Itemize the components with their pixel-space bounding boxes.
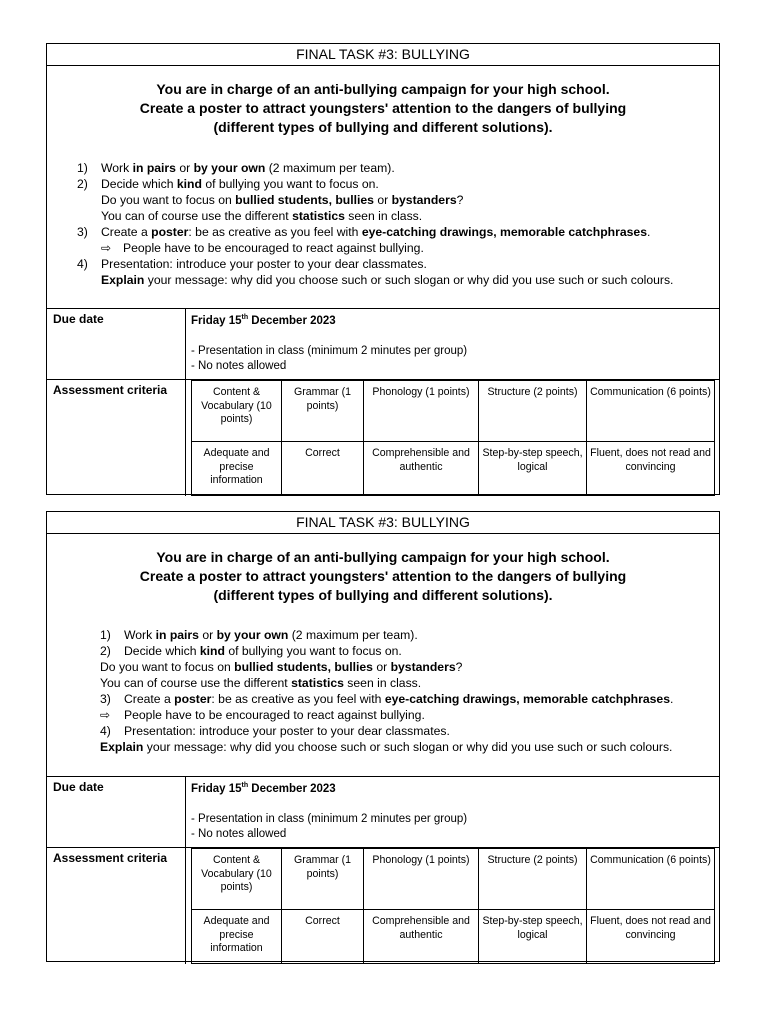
column-divider bbox=[185, 777, 186, 847]
criterion-description: Adequate and precise information bbox=[192, 442, 282, 496]
criterion-description: Comprehensible and authentic bbox=[364, 910, 479, 964]
assessment-criteria-row bbox=[47, 848, 719, 964]
assessment-criteria-label: Assessment criteria bbox=[53, 383, 168, 397]
due-date-row bbox=[47, 309, 719, 380]
task-body: You are in charge of an anti-bullying campaign for your high school. Create a poster to attract youngsters' attention to the dangers of bullying (different types of bullying and different solutions). 1) Work in pairs or by your own (2 maximum per team). 2) Decide which kind of bullying you want to focus on. Do you want to focus on bullied students, bullies or bystanders? You can of course use the different statistics seen in class. 3) Create a poster: be as creative as you feel with eye-catching drawings, memorable catchphrases. ⇨ People have to be encouraged to react against bullying. 4) Presentation: introduce your poster to your dear classmates. Explain your message: why did you choose such or such slogan or why did you use such or such colours. bbox=[47, 534, 719, 777]
due-note: - Presentation in class (minimum 2 minutes per group) bbox=[191, 812, 468, 825]
heading-line-1: You are in charge of an anti-bullying campaign for your high school. bbox=[156, 549, 610, 565]
task-title: FINAL TASK #3: BULLYING bbox=[47, 512, 719, 534]
criterion-name: Content & Vocabulary (10 points) bbox=[192, 381, 282, 442]
due-note: - No notes allowed bbox=[191, 359, 287, 372]
instruction-number: 1) bbox=[77, 161, 88, 175]
instruction-number: 4) bbox=[77, 257, 88, 271]
criterion-description: Comprehensible and authentic bbox=[364, 442, 479, 496]
heading-line-1: You are in charge of an anti-bullying campaign for your high school. bbox=[156, 81, 610, 97]
criterion-name: Communication (6 points) bbox=[587, 849, 715, 910]
criterion-description: Step-by-step speech, logical bbox=[479, 442, 587, 496]
instruction-4-sub: Explain your message: why did you choose such or such slogan or why did you use such or such colours. bbox=[100, 740, 673, 754]
instruction-3-sub: ⇨ People have to be encouraged to react against bullying. bbox=[101, 241, 424, 255]
due-date-value: Friday 15th December 2023 bbox=[191, 782, 336, 795]
due-note: - No notes allowed bbox=[191, 827, 287, 840]
due-date-row bbox=[47, 777, 719, 848]
instruction-2-sub-2: You can of course use the different statistics seen in class. bbox=[101, 209, 423, 223]
criterion-name: Grammar (1 points) bbox=[282, 381, 364, 442]
criteria-table bbox=[191, 380, 715, 496]
criterion-name: Content & Vocabulary (10 points) bbox=[192, 849, 282, 910]
task-card-1 bbox=[46, 43, 720, 495]
assessment-criteria-row bbox=[47, 380, 719, 496]
criterion-description: Fluent, does not read and convincing bbox=[587, 910, 715, 964]
criteria-table bbox=[191, 848, 715, 964]
column-divider bbox=[185, 848, 186, 964]
criterion-description: Fluent, does not read and convincing bbox=[587, 442, 715, 496]
instruction-2-sub-1: Do you want to focus on bullied students, bullies or bystanders? bbox=[101, 193, 464, 207]
instruction-number: 3) bbox=[100, 692, 111, 706]
instruction-2-sub-2: You can of course use the different statistics seen in class. bbox=[100, 676, 422, 690]
due-date-content bbox=[191, 310, 467, 374]
arrow-right-icon: ⇨ bbox=[100, 708, 111, 722]
criterion-name: Structure (2 points) bbox=[479, 849, 587, 910]
criterion-name: Communication (6 points) bbox=[587, 381, 715, 442]
task-card-2 bbox=[46, 511, 720, 962]
criterion-name: Grammar (1 points) bbox=[282, 849, 364, 910]
assessment-criteria-label: Assessment criteria bbox=[53, 851, 168, 865]
criterion-description: Adequate and precise information bbox=[192, 910, 282, 964]
instruction-4-sub: Explain your message: why did you choose such or such slogan or why did you use such or such colours. bbox=[101, 273, 674, 287]
criterion-description: Correct bbox=[282, 910, 364, 964]
column-divider bbox=[185, 380, 186, 496]
due-date-content bbox=[191, 778, 467, 842]
heading-line-2: Create a poster to attract youngsters' attention to the dangers of bullying bbox=[139, 568, 627, 584]
heading-line-2: Create a poster to attract youngsters' attention to the dangers of bullying bbox=[139, 100, 627, 116]
due-date-label: Due date bbox=[53, 312, 104, 326]
instruction-number: 2) bbox=[100, 644, 111, 658]
task-heading bbox=[47, 80, 719, 137]
heading-line-3: (different types of bullying and different solutions). bbox=[213, 587, 553, 603]
arrow-right-icon: ⇨ bbox=[101, 241, 112, 255]
instruction-number: 1) bbox=[100, 628, 111, 642]
criterion-description: Correct bbox=[282, 442, 364, 496]
task-title: FINAL TASK #3: BULLYING bbox=[47, 44, 719, 66]
instruction-number: 4) bbox=[100, 724, 111, 738]
due-date-label: Due date bbox=[53, 780, 104, 794]
instruction-number: 2) bbox=[77, 177, 88, 191]
due-date-value: Friday 15th December 2023 bbox=[191, 314, 336, 327]
task-body: You are in charge of an anti-bullying campaign for your high school. Create a poster to attract youngsters' attention to the dangers of bullying (different types of bullying and different solutions). 1) Work in pairs or by your own (2 maximum per team). 2) Decide which kind of bullying you want to focus on. Do you want to focus on bullied students, bullies or bystanders? You can of course use the different statistics seen in class. 3) Create a poster: be as creative as you feel with eye-catching drawings, memorable catchphrases. ⇨ People have to be encouraged to react against bullying. 4) Presentation: introduce your poster to your dear classmates. Explain your message: why did you choose such or such slogan or why did you use such or such colours. bbox=[47, 66, 719, 309]
heading-line-3: (different types of bullying and different solutions). bbox=[213, 119, 553, 135]
instruction-2-sub-1: Do you want to focus on bullied students, bullies or bystanders? bbox=[100, 660, 463, 674]
due-note: - Presentation in class (minimum 2 minutes per group) bbox=[191, 344, 468, 357]
instruction-number: 3) bbox=[77, 225, 88, 239]
criterion-name: Phonology (1 points) bbox=[364, 849, 479, 910]
criterion-description: Step-by-step speech, logical bbox=[479, 910, 587, 964]
task-heading bbox=[47, 548, 719, 605]
criterion-name: Structure (2 points) bbox=[479, 381, 587, 442]
instruction-3-sub: ⇨ People have to be encouraged to react against bullying. bbox=[100, 708, 425, 722]
column-divider bbox=[185, 309, 186, 379]
criterion-name: Phonology (1 points) bbox=[364, 381, 479, 442]
